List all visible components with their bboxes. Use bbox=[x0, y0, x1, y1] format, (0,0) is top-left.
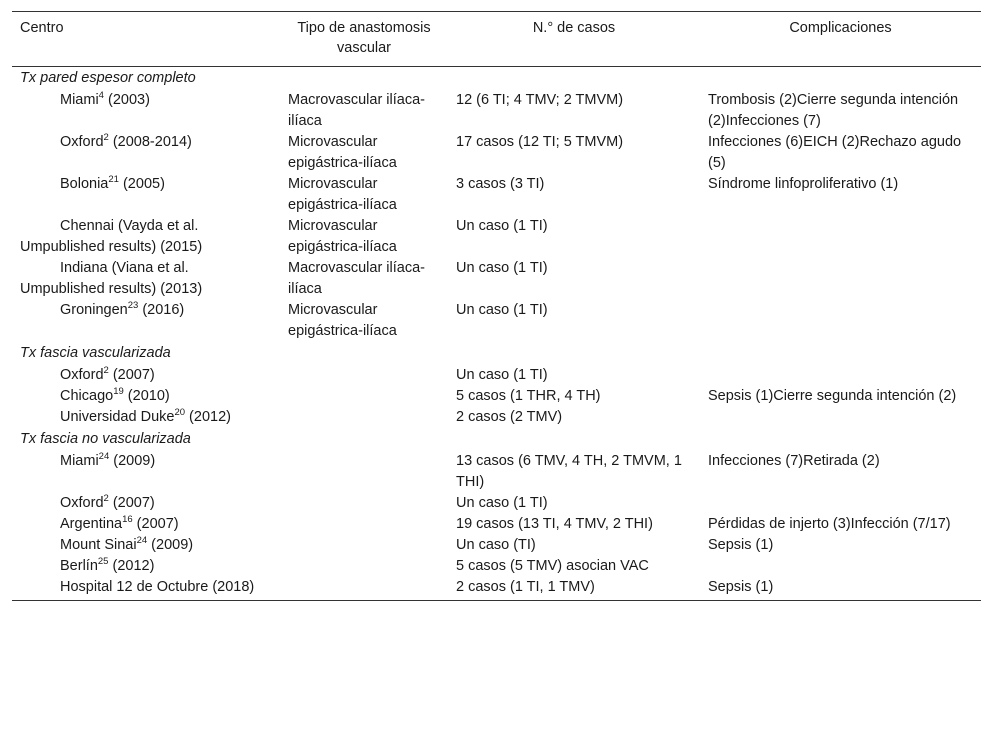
cell-complications bbox=[700, 365, 981, 386]
center-year: (2007) bbox=[108, 495, 155, 511]
table-row bbox=[12, 300, 981, 342]
center-name: Oxford bbox=[60, 367, 104, 383]
cell-cases: Un caso (TI) bbox=[456, 537, 536, 553]
cell-anastomosis bbox=[280, 535, 448, 556]
center-name: Mount Sinai bbox=[60, 537, 137, 553]
header-cases: N.° de casos bbox=[448, 12, 700, 67]
center-name: Chennai (Vayda et al. Umpublished results) bbox=[20, 218, 199, 255]
cell-cases: Un caso (1 TI) bbox=[456, 302, 548, 318]
center-name: Miami bbox=[60, 92, 99, 108]
cell-anastomosis: Microvascular epigástrica-ilíaca bbox=[288, 218, 397, 255]
cell-center bbox=[12, 216, 280, 258]
cell-complications: Trombosis (2)Cierre segunda intención (2)Infecciones (7) bbox=[708, 92, 959, 129]
cell-center bbox=[12, 90, 280, 132]
table-row bbox=[12, 132, 981, 174]
center-year: (2015) bbox=[156, 239, 203, 255]
center-name: Argentina bbox=[60, 516, 123, 532]
center-name: Universidad Duke bbox=[60, 409, 175, 425]
cell-complications: Sepsis (1) bbox=[708, 537, 774, 553]
section-row bbox=[12, 342, 981, 365]
center-name: Oxford bbox=[60, 495, 104, 511]
cell-complications: Pérdidas de injerto (3)Infección (7/17) bbox=[708, 516, 951, 532]
center-name: Miami bbox=[60, 453, 99, 469]
center-year: (2005) bbox=[118, 176, 165, 192]
cell-complications bbox=[700, 556, 981, 577]
table-row bbox=[12, 556, 981, 577]
center-year: (2016) bbox=[138, 302, 185, 318]
cell-complications: Sepsis (1)Cierre segunda intención (2) bbox=[708, 388, 957, 404]
cell-anastomosis bbox=[280, 514, 448, 535]
cell-cases: Un caso (1 TI) bbox=[456, 495, 548, 511]
reference-number: 23 bbox=[127, 300, 139, 311]
table-row bbox=[12, 535, 981, 556]
table-row bbox=[12, 365, 981, 386]
center-year: (2018) bbox=[208, 579, 255, 595]
table-row bbox=[12, 90, 981, 132]
cell-cases: 19 casos (13 TI, 4 TMV, 2 THI) bbox=[456, 516, 653, 532]
cell-complications: Síndrome linfoproliferativo (1) bbox=[708, 176, 899, 192]
table-body bbox=[12, 67, 981, 601]
center-year: (2012) bbox=[185, 409, 231, 425]
table-row bbox=[12, 386, 981, 407]
cell-cases: 5 casos (1 THR, 4 TH) bbox=[456, 388, 601, 404]
cell-anastomosis: Microvascular epigástrica-ilíaca bbox=[288, 176, 397, 213]
reference-number: 16 bbox=[122, 514, 133, 525]
cell-anastomosis bbox=[280, 365, 448, 386]
cell-center bbox=[12, 386, 280, 407]
cell-center bbox=[12, 365, 280, 386]
section-title: Tx fascia no vascularizada bbox=[20, 431, 191, 447]
reference-number: 21 bbox=[108, 174, 119, 185]
cell-complications bbox=[700, 493, 981, 514]
cell-cases: Un caso (1 TI) bbox=[456, 218, 548, 234]
table-row bbox=[12, 577, 981, 601]
center-year: (2012) bbox=[108, 558, 155, 574]
cell-cases: 3 casos (3 TI) bbox=[456, 176, 545, 192]
center-name: Bolonia bbox=[60, 176, 109, 192]
cell-center bbox=[12, 300, 280, 342]
cell-complications: Infecciones (6)EICH (2)Rechazo agudo (5) bbox=[708, 134, 962, 171]
cell-center bbox=[12, 514, 280, 535]
center-year: (2003) bbox=[103, 92, 150, 108]
cell-complications bbox=[700, 300, 981, 342]
cell-anastomosis: Macrovascular ilíaca-ilíaca bbox=[288, 92, 425, 129]
reference-number: 20 bbox=[174, 407, 186, 418]
center-year: (2009) bbox=[109, 453, 156, 469]
reference-number: 24 bbox=[98, 451, 110, 462]
cell-center bbox=[12, 407, 280, 428]
reference-number: 19 bbox=[113, 386, 124, 397]
center-name: Oxford bbox=[60, 134, 104, 150]
reference-number: 2 bbox=[103, 365, 109, 376]
cell-anastomosis bbox=[280, 451, 448, 493]
cell-anastomosis: Microvascular epigástrica-ilíaca bbox=[288, 134, 397, 171]
reference-number: 2 bbox=[103, 493, 109, 504]
reference-number: 25 bbox=[97, 556, 109, 567]
cell-anastomosis bbox=[280, 556, 448, 577]
cell-anastomosis: Microvascular epigástrica-ilíaca bbox=[288, 302, 397, 339]
center-year: (2008-2014) bbox=[108, 134, 192, 150]
cell-cases: 12 (6 TI; 4 TMV; 2 TMVM) bbox=[456, 92, 624, 108]
reference-number: 4 bbox=[98, 90, 104, 101]
cell-center bbox=[12, 493, 280, 514]
cell-center bbox=[12, 174, 280, 216]
cell-cases: 5 casos (5 TMV) asocian VAC bbox=[456, 558, 649, 574]
center-name: Hospital 12 de Octubre bbox=[60, 579, 209, 595]
cell-complications: Infecciones (7)Retirada (2) bbox=[708, 453, 880, 469]
section-row bbox=[12, 67, 981, 91]
cell-anastomosis bbox=[280, 493, 448, 514]
reference-number: 24 bbox=[136, 535, 148, 546]
transplant-table bbox=[12, 11, 981, 601]
cell-cases: Un caso (1 TI) bbox=[456, 367, 548, 383]
center-name: Chicago bbox=[60, 388, 114, 404]
center-name: Berlín bbox=[60, 558, 98, 574]
section-title: Tx pared espesor completo bbox=[20, 70, 196, 86]
table-row bbox=[12, 216, 981, 258]
cell-complications bbox=[700, 216, 981, 258]
cell-center bbox=[12, 451, 280, 493]
cell-center bbox=[12, 258, 280, 300]
header-anastomosis: Tipo de anastomosis vascular bbox=[280, 12, 448, 67]
cell-cases: 13 casos (6 TMV, 4 TH, 2 TMVM, 1 THI) bbox=[456, 453, 682, 490]
cell-cases: 2 casos (2 TMV) bbox=[456, 409, 563, 425]
center-year: (2013) bbox=[156, 281, 203, 297]
cell-anastomosis bbox=[280, 407, 448, 428]
section-row bbox=[12, 428, 981, 451]
header-center: Centro bbox=[12, 12, 280, 67]
table-row bbox=[12, 407, 981, 428]
cell-center bbox=[12, 556, 280, 577]
cell-complications bbox=[700, 407, 981, 428]
center-year: (2010) bbox=[123, 388, 170, 404]
cell-anastomosis: Macrovascular ilíaca-ilíaca bbox=[288, 260, 425, 297]
cell-center bbox=[12, 535, 280, 556]
center-year: (2007) bbox=[108, 367, 155, 383]
cell-cases: 17 casos (12 TI; 5 TMVM) bbox=[456, 134, 624, 150]
cell-center bbox=[12, 132, 280, 174]
center-name: Indiana (Viana et al. Umpublished results) bbox=[20, 260, 189, 297]
cell-anastomosis bbox=[280, 386, 448, 407]
table-row bbox=[12, 258, 981, 300]
cell-cases: Un caso (1 TI) bbox=[456, 260, 548, 276]
table-row bbox=[12, 451, 981, 493]
center-year: (2007) bbox=[132, 516, 179, 532]
cell-anastomosis bbox=[280, 577, 448, 601]
table-row bbox=[12, 514, 981, 535]
cell-complications: Sepsis (1) bbox=[700, 577, 981, 601]
table-row bbox=[12, 174, 981, 216]
header-complications: Complicaciones bbox=[700, 12, 981, 67]
table-row bbox=[12, 493, 981, 514]
cell-complications bbox=[700, 258, 981, 300]
header-row bbox=[12, 12, 981, 67]
cell-center bbox=[12, 577, 280, 601]
reference-number: 2 bbox=[103, 132, 109, 143]
section-title: Tx fascia vascularizada bbox=[20, 345, 171, 361]
center-year: (2009) bbox=[147, 537, 194, 553]
cell-cases: 2 casos (1 TI, 1 TMV) bbox=[448, 577, 700, 601]
center-name: Groningen bbox=[60, 302, 128, 318]
